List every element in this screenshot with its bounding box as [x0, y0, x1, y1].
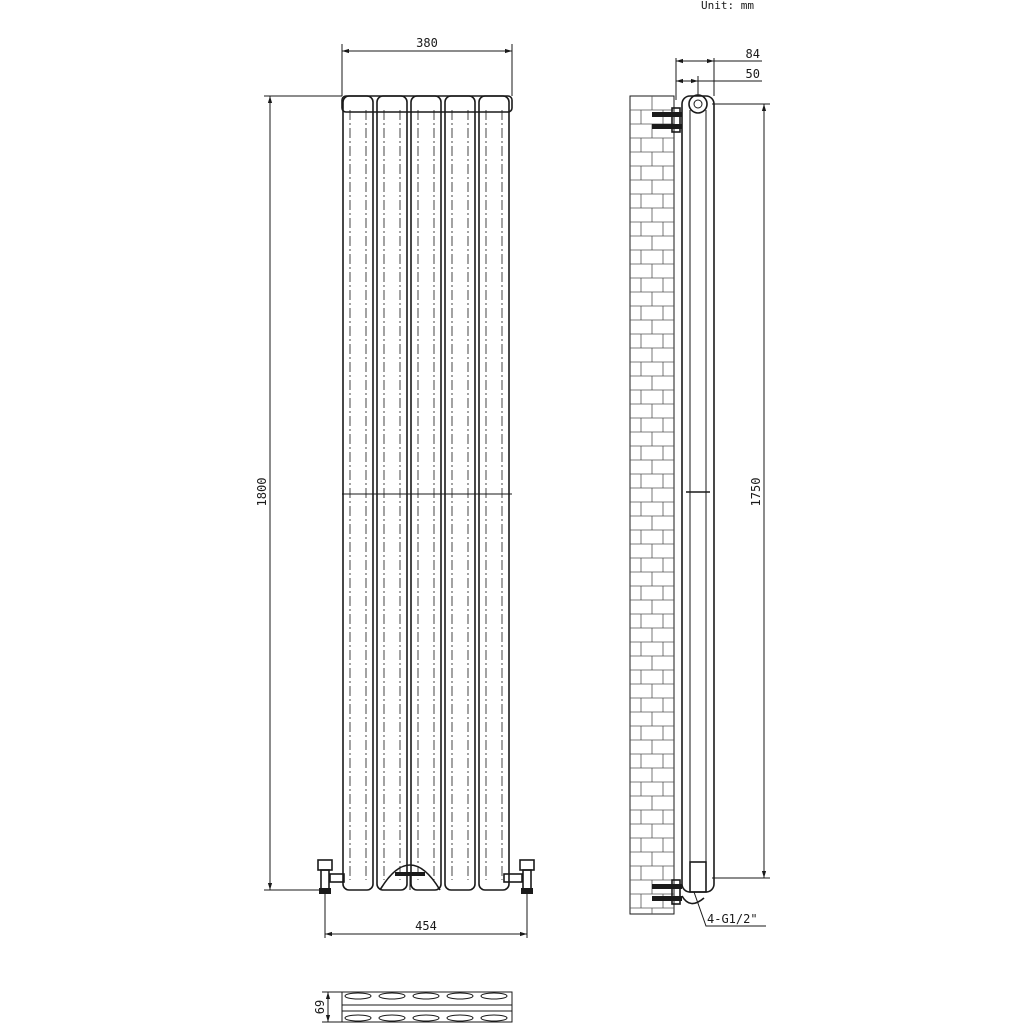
top-header-bar — [342, 96, 512, 112]
top-view-oval-back-5 — [481, 1015, 507, 1021]
column-3 — [411, 96, 441, 890]
top-view-outline — [342, 992, 512, 1022]
top-view-oval-front-5 — [481, 993, 507, 999]
column-2 — [377, 96, 407, 890]
top-view-oval-back-1 — [345, 1015, 371, 1021]
front-view — [255, 36, 534, 938]
brick-pattern — [630, 96, 674, 914]
top-view-oval-front-2 — [379, 993, 405, 999]
top-view-columns — [345, 993, 507, 1021]
connection-label: 4-G1/2" — [707, 912, 758, 926]
top-bracket-icon — [652, 108, 682, 132]
top-pipe-icon — [689, 95, 707, 113]
dim-top-view-depth-label: 69 — [313, 999, 327, 1015]
dim-center-height-label: 1750 — [749, 477, 763, 507]
top-view — [313, 992, 512, 1022]
top-view-oval-back-3 — [413, 1015, 439, 1021]
column-5 — [479, 96, 509, 890]
column-4 — [445, 96, 475, 890]
dim-depth-overall-label: 84 — [745, 47, 760, 61]
left-valve-icon — [318, 860, 344, 894]
column-1 — [343, 96, 373, 890]
top-view-oval-back-2 — [379, 1015, 405, 1021]
radiator-side-body — [682, 96, 714, 892]
front-columns — [343, 96, 509, 890]
side-view — [630, 47, 770, 926]
top-view-oval-back-4 — [447, 1015, 473, 1021]
dim-panel-width-label: 380 — [416, 36, 438, 50]
top-view-oval-front-3 — [413, 993, 439, 999]
top-pipe-inner — [694, 100, 702, 108]
top-view-oval-front-4 — [447, 993, 473, 999]
dim-bottom-width-label: 454 — [415, 919, 437, 933]
dim-overall-height-label: 1800 — [255, 477, 269, 507]
top-view-oval-front-1 — [345, 993, 371, 999]
dim-depth-wall-label: 50 — [745, 67, 760, 81]
unit-label: Unit: mm — [701, 0, 754, 12]
side-valve-icon — [682, 862, 706, 904]
bottom-bracket-icon — [652, 880, 682, 904]
